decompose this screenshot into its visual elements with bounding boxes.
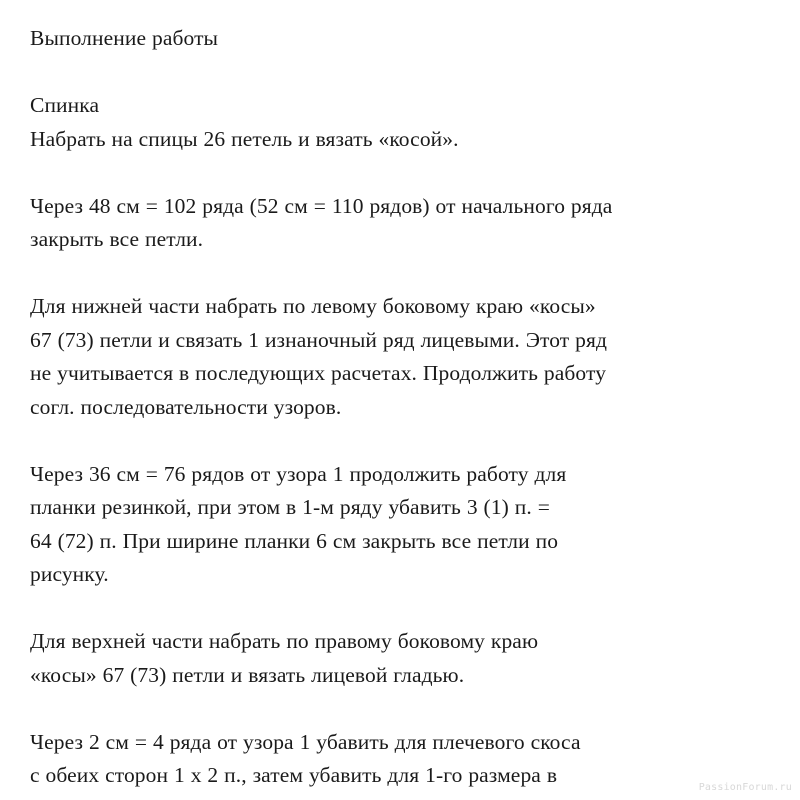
- spacer: [30, 692, 776, 726]
- spacer: [30, 424, 776, 458]
- paragraph-band-ribbing: [30, 458, 776, 592]
- spacer: [30, 156, 776, 190]
- spacer: [30, 592, 776, 626]
- text-line: Через 36 см = 76 рядов от узора 1 продолжить работу для: [30, 461, 567, 486]
- page-title: Выполнение работы: [30, 26, 219, 50]
- text-line: не учитывается в последующих расчетах. Продолжить работу: [30, 361, 607, 385]
- text-line: согл. последовательности узоров.: [30, 394, 342, 419]
- paragraph-back-piece: [30, 123, 776, 157]
- text-line: Через 2 см = 4 ряда от узора 1 убавить для плечевого скоса: [30, 729, 581, 754]
- paragraph-lower-part: [30, 290, 776, 424]
- text-line: 67 (73) петли и связать 1 изнаночный ряд лицевыми. Этот ряд: [30, 327, 608, 352]
- text-line: рисунку.: [30, 562, 109, 586]
- text-line: с обеих сторон 1 х 2 п., затем убавить для 1-го размера в: [30, 763, 558, 787]
- text-line: «косы» 67 (73) петли и вязать лицевой гладью.: [30, 662, 465, 687]
- paragraph-row-count: [30, 190, 776, 257]
- text-line: закрыть все петли.: [30, 227, 204, 251]
- text-line: Набрать на спицы 26 петель и вязать «косой».: [30, 126, 459, 151]
- paragraph-shoulder-slope: [30, 726, 776, 793]
- text-line: Для нижней части набрать по левому боковому краю «косы»: [30, 294, 596, 318]
- text-line: 64 (72) п. При ширине планки 6 см закрыть все петли по: [30, 528, 559, 553]
- paragraph-upper-part: [30, 625, 776, 692]
- spacer: [30, 56, 776, 90]
- text-line: Для верхней части набрать по правому боковому краю: [30, 629, 539, 653]
- document-body: [30, 22, 776, 793]
- section-heading-back: Спинка: [30, 93, 100, 117]
- spacer: [30, 257, 776, 291]
- text-line: планки резинкой, при этом в 1-м ряду убавить 3 (1) п. =: [30, 495, 550, 519]
- text-line: Через 48 см = 102 ряда (52 см = 110 рядов) от начального ряда: [30, 193, 613, 218]
- site-watermark: PassionForum.ru: [698, 782, 792, 793]
